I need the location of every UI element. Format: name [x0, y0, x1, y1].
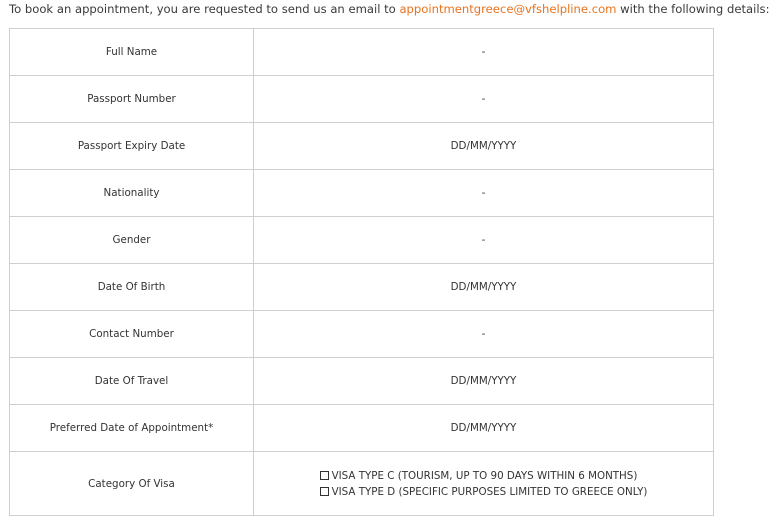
row-label: Passport Expiry Date	[10, 123, 254, 170]
table-row	[10, 358, 714, 405]
row-label: Gender	[10, 217, 254, 264]
row-value: DD/MM/YYYY	[254, 358, 714, 405]
details-table	[9, 28, 714, 516]
visa-options-cell	[254, 452, 714, 516]
table-row	[10, 405, 714, 452]
visa-options	[320, 468, 648, 500]
visa-option-c[interactable]	[320, 468, 648, 484]
email-link[interactable]: appointmentgreece@vfshelpline.com	[399, 2, 617, 16]
table-row	[10, 76, 714, 123]
row-value: -	[254, 76, 714, 123]
row-label: Date Of Birth	[10, 264, 254, 311]
visa-option-d-label: VISA TYPE D (SPECIFIC PURPOSES LIMITED TO GREECE ONLY)	[331, 485, 648, 498]
row-label: Date Of Travel	[10, 358, 254, 405]
visa-category-label: Category Of Visa	[10, 452, 254, 516]
table-row	[10, 264, 714, 311]
visa-category-row	[10, 452, 714, 516]
checkbox-icon[interactable]	[320, 471, 329, 480]
intro-text	[9, 2, 770, 16]
table-row	[10, 29, 714, 76]
intro-after: with the following details:	[616, 2, 770, 16]
row-value: DD/MM/YYYY	[254, 405, 714, 452]
intro-before: To book an appointment, you are requested to send us an email to	[9, 2, 400, 16]
row-value: DD/MM/YYYY	[254, 264, 714, 311]
row-label: Nationality	[10, 170, 254, 217]
row-label: Full Name	[10, 29, 254, 76]
row-value: -	[254, 217, 714, 264]
table-row	[10, 311, 714, 358]
visa-option-d[interactable]	[320, 484, 648, 500]
visa-option-c-label: VISA TYPE C (TOURISM, UP TO 90 DAYS WITHIN 6 MONTHS)	[331, 469, 638, 482]
table-row	[10, 217, 714, 264]
table-row	[10, 170, 714, 217]
row-value: -	[254, 170, 714, 217]
checkbox-icon[interactable]	[320, 487, 329, 496]
row-value: -	[254, 29, 714, 76]
row-label: Contact Number	[10, 311, 254, 358]
table-row	[10, 123, 714, 170]
row-label: Passport Number	[10, 76, 254, 123]
row-value: DD/MM/YYYY	[254, 123, 714, 170]
row-value: -	[254, 311, 714, 358]
row-label: Preferred Date of Appointment*	[10, 405, 254, 452]
